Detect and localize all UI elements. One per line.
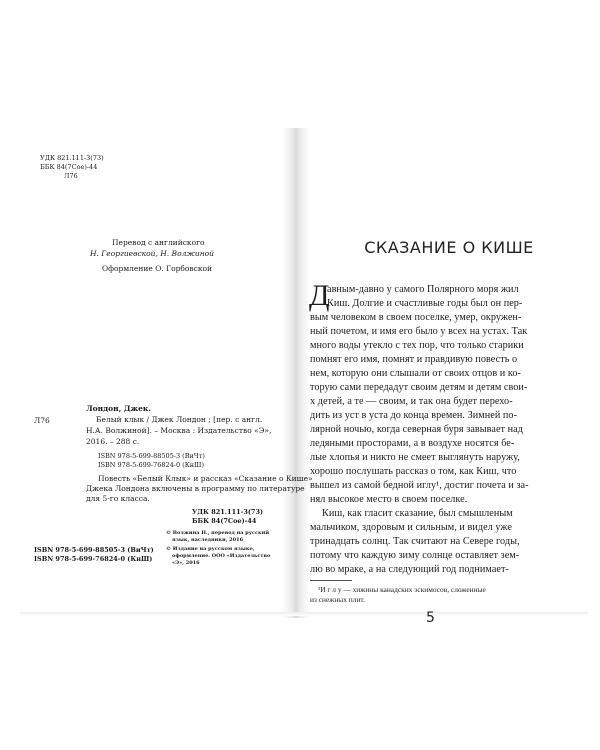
design-credit: Оформление О. Горбовской (102, 264, 213, 273)
body-line: лярной ночью, когда северная буря завывает над (310, 424, 523, 435)
body-line: лые хлопья и никто не смеет выглянуть наружу, (310, 452, 520, 463)
copyright-line: © Издание на русском языке, (166, 546, 255, 552)
translation-label: Перевод с английского (112, 238, 205, 247)
annotation-line: Джека Лондона включены в программу по литературе (86, 484, 305, 493)
footnote-line: из снежных плит. (310, 595, 365, 604)
udk-header: УДК 821.111-3(73) (40, 154, 104, 162)
code-header: Л76 (64, 172, 78, 180)
body-line: ледяными просторами, а в воздухе носятся бе- (310, 438, 515, 449)
annotation-line: Повесть «Белый Клык» и рассказ «Сказание о Кише» (98, 474, 313, 483)
margin-code: Л76 (34, 416, 50, 425)
copyright-line: © Волжина Н., перевод на русский (166, 530, 270, 536)
isbn-small: ISBN 978-5-699-88505-3 (ВиЧт) (98, 452, 205, 460)
udk-footer: УДК 821.111-3(73) (192, 508, 264, 516)
body-line: лю во мраке, а на следующий год поднимает- (310, 564, 509, 575)
body-line: дить из уст в уста до конца времен. Зимней по- (310, 410, 518, 421)
footnote-rule (310, 580, 352, 581)
isbn-bold: ISBN 978-5-699-76824-0 (КнШ) (34, 555, 153, 563)
copyright-line: оформление. ООО «Издательство (172, 553, 271, 559)
body-line: помнят его имя, помнят и правдивую повесть о (310, 354, 518, 365)
isbn-bold: ISBN 978-5-699-88505-3 (ВиЧт) (34, 546, 154, 554)
left-page (24, 140, 286, 610)
body-line: х детей, а те — своим, и так она будет перехо- (310, 396, 513, 407)
copyright-line: язык, наследники, 2016 (172, 537, 244, 543)
body-line: вышел из самой бедной иглу¹, достиг почета и за- (310, 480, 529, 491)
body-line: Киш, как гласит сказание, был смышленым (322, 508, 513, 519)
bbk-header: ББК 84(7Сое)-44 (40, 163, 98, 171)
copyright-line: «Э», 2016 (172, 560, 200, 566)
bib-line: Н.А. Волжиной]. – Москва : Издательство «Э», (86, 426, 272, 435)
body-line: много воды утекло с тех пор, что только старики (310, 340, 524, 351)
author-entry: Лондон, Джек. (86, 404, 151, 413)
body-line: вым человеком в своем поселке, умер, окружен- (310, 312, 522, 323)
page-number: 5 (426, 610, 435, 626)
page-edge-shadow (20, 612, 588, 616)
body-line: ный почетом, и имя его было у всех на устах. Так (310, 326, 528, 337)
body-line: хорошо послушать рассказ о том, как Киш, что (310, 466, 517, 477)
body-line: мальчиком, здоровым и сильным, и видел уже (310, 522, 512, 533)
body-line: нял высокое место в своем поселке. (310, 494, 468, 505)
drop-cap: Д (309, 279, 330, 312)
bbk-footer: ББК 84(7Сое)-44 (192, 517, 257, 525)
body-line: потому что каждую зиму солнце оставляет зем- (310, 550, 520, 561)
book-gutter (282, 128, 310, 618)
bib-line: Белый клык / Джек Лондон ; [пер. с англ. (96, 415, 263, 424)
body-line: тринадцать солнц. Так считают на Севере годы, (310, 536, 520, 547)
bib-line: 2016. – 288 с. (86, 437, 140, 446)
body-line: авным-давно у самого Полярного моря жил (327, 284, 519, 295)
story-title: СКАЗАНИЕ О КИШЕ (364, 238, 534, 257)
annotation-line: для 5-го класса. (86, 494, 150, 503)
translators: Н. Георгиевской, Н. Волжиной (90, 249, 214, 258)
footnote-line: ¹И г л у — хижины канадских эскимосов, сложенные (318, 585, 486, 594)
body-line: нем, которую они слышали от своих отцов и ко- (310, 368, 521, 379)
isbn-small: ISBN 978-5-699-76824-0 (КнШ) (98, 461, 205, 469)
body-line: Киш. Долгие и счастливые годы был он пер- (327, 298, 523, 309)
body-line: торую сами передадут своим детям и детям свои- (310, 382, 528, 393)
